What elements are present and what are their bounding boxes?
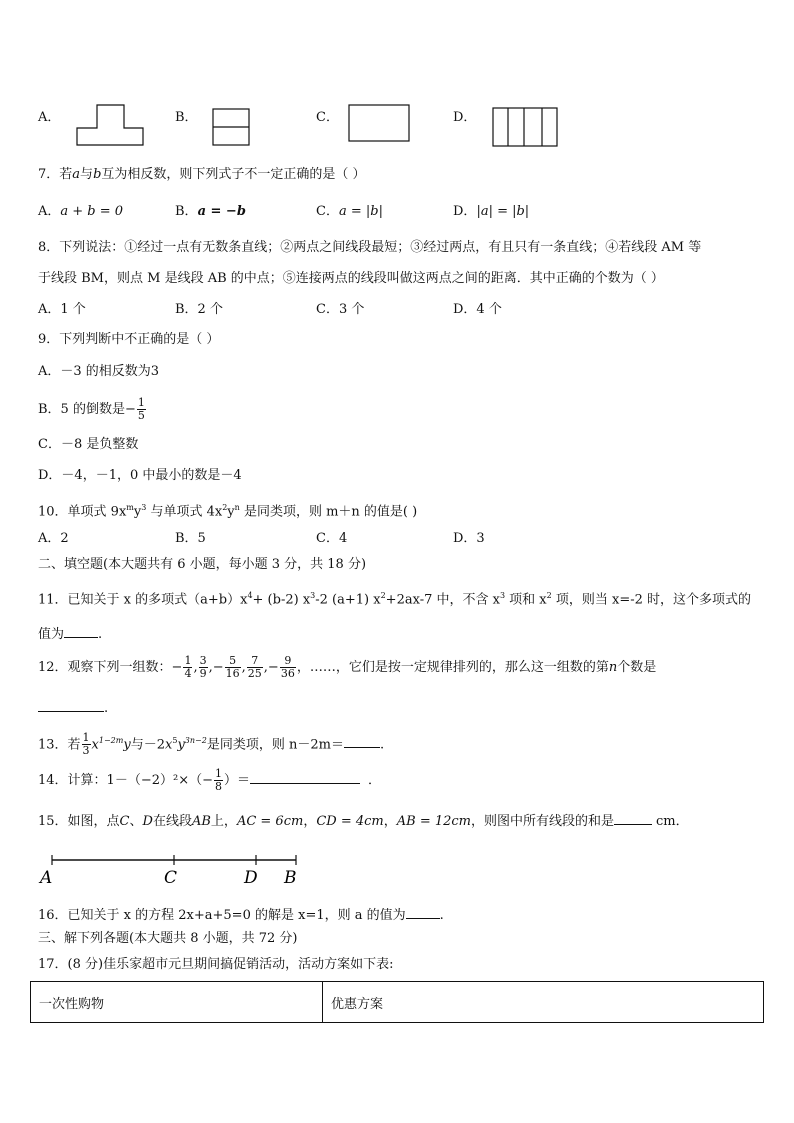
label-c: C [164,868,178,888]
q10-exp-3: 2 [222,503,228,512]
q13-mid: 与－2 [130,737,165,753]
label-a: A [40,868,53,888]
q10-part-4: y [227,504,235,520]
figure-a-stepped-shape [76,104,144,146]
q9-option-a: A．－3 的相反数为3 [38,364,160,379]
q12-end: . [104,701,109,716]
q14-fraction-den: 8 [214,780,222,793]
question-15-stem [38,810,689,831]
q7-option-a-label: A． [38,204,61,219]
q13-suffix: 是同类项，则 n－2m＝ [206,737,344,753]
q10-option-a: A．2 [38,531,69,546]
q10-part-5: 是同类项，则 m＋n 的值是( ) [239,504,418,520]
q14-answer-blank[interactable] [250,769,360,784]
q16-answer-blank[interactable] [406,904,440,919]
q7-rest: 互为相反数，则下列式子不一定正确的是（ ） [101,167,366,182]
q13-x2: x [165,737,173,753]
q15-part-4: 上， [210,814,237,829]
question-7-stem [38,166,366,184]
q15-ac-eq: AC = 6cm [236,814,304,829]
q11-part-1: 11．已知关于 x 的多项式（a+b）x [38,592,248,608]
figure-option-c-label: C． [316,110,339,125]
question-12-stem: 12．观察下列一组数：− $\frac{1}{4}$ , $\frac{3}{9}$ ,− $\frac{5}{16}$ , $\frac{7}{25}$ ,− $\frac{9}{36}$ ，……，它们是按一定规律排列的，那么这一组数的第n个数是 [38,654,657,680]
q13-answer-blank[interactable] [344,733,380,748]
q12-term-3-num: 5 [225,655,241,668]
q12-answer-blank[interactable] [38,697,104,712]
q11-exp-2: 3 [310,591,316,600]
question-9-stem: 9．下列判断中不正确的是（ ） [38,332,220,347]
figure-option-d-label: D． [453,110,477,125]
q12-prefix: 12．观察下列一组数： [38,660,172,675]
q11-exp-3: 2 [380,591,386,600]
q10-part-2: y [133,504,142,520]
q7-option-b-label: B． [175,204,198,219]
question-8-line-2: 于线段 BM，则点 M 是线段 AB 的中点；⑤连接两点的线段叫做这两点之间的距离．其中正确的个数为（ ） [38,271,664,286]
q15-segment-ab: AB [191,814,211,829]
q7-option-c-label: C． [316,204,339,219]
q7-option-b-expr: a = −b [197,204,246,219]
q10-part-1: 10．单项式 9x [38,504,127,520]
q15-cd-eq: CD = 4cm [316,814,384,829]
q11-part-6: 项，则当 x=-2 时，这个多项式的 [551,592,752,608]
q8-option-d: D．4 个 [453,302,502,317]
q8-option-b: B．2 个 [175,302,223,317]
q14-suffix: ）＝ [223,773,250,788]
section-2-heading: 二、填空题(本大题共有 6 小题，每小题 3 分，共 18 分) [38,557,367,572]
q13-prefix: 13．若 [38,737,81,753]
q7-option-d-expr: |a| = |b| [476,204,530,219]
q8-option-a: A．1 个 [38,302,86,317]
q11-exp-4: 3 [499,591,506,600]
table-row [31,982,764,1023]
q12-term-5-den: 36 [280,667,295,680]
table-header-purchase: 一次性购物 [31,982,323,1023]
q12-ellipsis: ，……，它们是按一定规律排列的，那么这一组数的第 [296,660,609,675]
q13-fraction-den: 3 [82,744,90,758]
q12-term-5 [280,655,296,680]
q9-option-b [38,393,147,427]
q12-term-3 [225,655,241,680]
q14-fraction-num: 1 [214,767,222,780]
q13-exp-3: 3n−2 [184,736,207,745]
question-17-stem: 17．(8 分)佳乐家超市元旦期间搞促销活动，活动方案如下表: [38,957,394,972]
q12-term-4 [247,655,263,680]
q10-option-b: B．5 [175,531,206,546]
q7-mid: 与 [80,167,94,182]
figure-option-a-label: A． [38,110,61,125]
question-10-stem [38,499,417,521]
q15-part-7: ，则图中所有线段的和是 [471,814,615,829]
label-b: B [284,868,297,888]
q11-answer-blank[interactable] [64,623,98,638]
q12-term-5-num: 9 [280,655,296,668]
q15-end: cm． [656,814,689,829]
q12-term-2-den: 9 [199,667,207,680]
q15-part-3: 在线段 [152,814,192,829]
q15-part-5: ， [303,814,317,829]
q15-part-1: 15．如图，点 [38,814,120,829]
q12-term-2-num: 3 [199,654,207,667]
q10-option-d: D．3 [453,531,485,546]
q13-exp-2: 5 [172,736,178,745]
q13-y2: y [177,737,185,753]
q11-part-4: +2ax-7 中，不含 x [385,592,500,608]
q13-end: . [379,737,385,753]
q11-exp-1: 4 [247,591,253,600]
q13-x1: x [91,737,99,753]
q8-option-c: C．3 个 [316,302,365,317]
q10-exp-4: n [234,503,240,512]
q10-exp-2: 3 [141,503,147,512]
q10-exp-1: m [126,503,134,512]
q9-option-b-prefix: B．5 的倒数是− [38,402,136,417]
figure-c-rectangle [348,104,410,142]
q11-part-3: -2 (a+1) x [315,592,381,608]
q7-prefix: 7．若 [38,167,73,182]
q9-fraction [137,397,146,422]
question-8-line-1: 8．下列说法：①经过一点有无数条直线；②两点之间线段最短；③经过两点，有且只有一条直线；④若线段 AM 等 [38,240,702,255]
q7-option-d-label: D． [453,204,477,219]
q9-option-c: C．－8 是负整数 [38,437,139,452]
q9-fraction-denominator: 5 [137,409,145,422]
q12-term-1-num: 1 [184,654,192,667]
q12-term-1-sign: − [171,660,183,675]
q12-term-5-sign: − [267,660,279,675]
q12-var-n: n [608,660,618,675]
q12-term-3-den: 16 [225,667,240,680]
q13-exp-1: 1−2m [98,736,124,745]
question-13-stem [38,724,384,762]
q16-end: . [439,908,444,923]
q16-text: 16．已知关于 x 的方程 2x+a+5=0 的解是 x=1，则 a 的值为 [38,908,406,923]
q14-end: ． [368,773,382,788]
q15-point-d: D [142,814,153,829]
promotion-table [30,981,764,1023]
q15-answer-blank[interactable] [614,810,652,825]
question-11-line-1 [38,587,751,609]
q11-part-5: 项和 x [505,592,547,608]
q7-var-a: a [72,167,81,182]
q9-fraction-numerator: 1 [137,396,145,409]
q10-part-3: 与单项式 4x [146,504,223,520]
q7-option-a [38,203,123,221]
q12-term-3-sign: − [212,660,224,675]
q14-fraction [214,768,223,793]
q11-value-label: 值为 [38,627,65,642]
q12-term-4-den: 25 [247,667,262,680]
question-12-answer-line [38,697,108,718]
q12-term-1-den: 4 [184,667,192,680]
q12-term-1 [183,655,192,680]
q9-option-d: D．－4，－1，0 中最小的数是－4 [38,468,242,483]
question-14-stem [38,764,381,798]
q11-part-2: + (b-2) x [252,592,311,608]
q7-var-b: b [93,167,102,182]
q12-suffix: 个数是 [617,660,657,675]
question-16-stem [38,904,444,925]
q7-option-a-expr: a + b = 0 [60,204,124,219]
q10-option-c: C．4 [316,531,348,546]
q13-y1: y [123,737,131,753]
figure-option-b-label: B． [175,110,198,125]
q15-ab-eq: AB = 12cm [396,814,471,829]
q7-option-b [175,203,246,221]
figure-d-three-columns [492,107,558,147]
q14-prefix: 14．计算：1－（−2）²×（− [38,773,213,788]
q13-fraction-num: 1 [82,731,90,745]
q12-term-2 [199,655,208,680]
q15-part-2: 、 [129,814,143,829]
q15-point-c: C [119,814,130,829]
q7-option-c-expr: a = |b| [338,204,383,219]
q7-option-c [316,203,383,221]
q11-end: . [98,627,103,642]
q15-part-6: ， [383,814,397,829]
q13-fraction [82,732,91,757]
q7-option-d [453,203,529,221]
table-header-discount: 优惠方案 [323,982,764,1023]
q11-exp-5: 2 [546,591,552,600]
q12-term-4-num: 7 [247,655,263,668]
section-3-heading: 三、解下列各题(本大题共 8 小题，共 72 分) [38,931,298,946]
figure-b-split-square [212,108,250,146]
label-d: D [244,868,258,888]
segment-figure [36,850,306,890]
question-11-line-2 [38,623,102,644]
